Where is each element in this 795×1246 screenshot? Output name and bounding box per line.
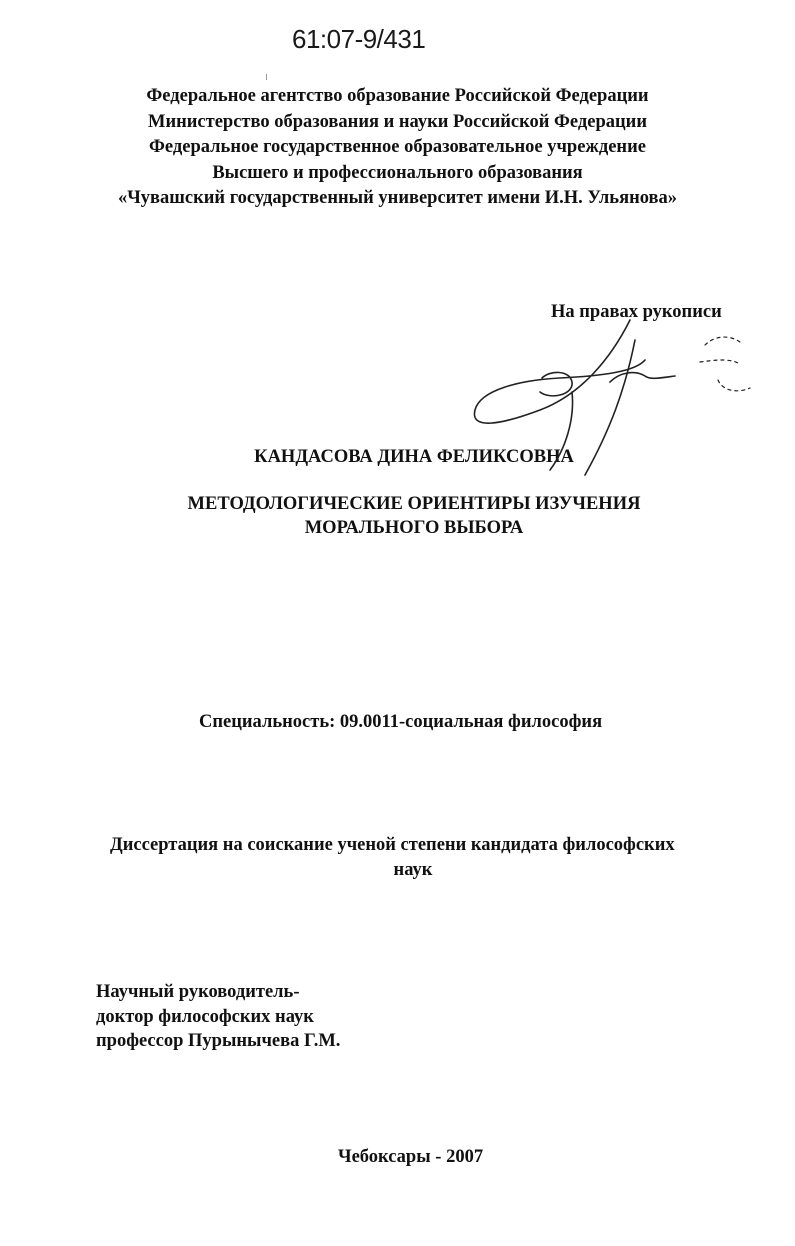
- supervisor-line-3: профессор Пурынычева Г.М.: [96, 1031, 341, 1051]
- organization-header: [0, 84, 795, 212]
- org-line-2: Министерство образования и науки Российской Федерации: [147, 111, 647, 132]
- signature-stroke: [585, 340, 635, 475]
- degree-line-2: наук: [393, 860, 433, 880]
- degree-statement: [110, 833, 716, 883]
- specialty: Специальность: 09.0011-социальная философия: [199, 712, 603, 732]
- degree-line-1: Диссертация на соискание ученой степени кандидата философских: [110, 835, 675, 855]
- supervisor-line-1: Научный руководитель-: [96, 982, 300, 1002]
- scan-mark: [266, 74, 267, 80]
- org-line-5: «Чувашский государственный университет имени И.Н. Ульянова»: [117, 188, 678, 208]
- title-line-1: МЕТОДОЛОГИЧЕСКИЕ ОРИЕНТИРЫ ИЗУЧЕНИЯ: [187, 494, 641, 514]
- place-year: Чебоксары - 2007: [338, 1147, 484, 1167]
- handwritten-signature: [460, 300, 760, 500]
- org-line-3: Федеральное государственное образовательное учреждение: [149, 137, 646, 157]
- supervisor-line-2: доктор философских наук: [96, 1006, 314, 1027]
- org-line-1: Федеральное агентство образование Российской Федерации: [146, 86, 649, 106]
- supervisor-block: [96, 980, 340, 1054]
- archive-code: 61:07-9/431: [292, 24, 426, 54]
- signature-stroke: [540, 372, 572, 395]
- org-line-4: Высшего и профессионального образования: [212, 162, 583, 183]
- author-name: КАНДАСОВА ДИНА ФЕЛИКСОВНА: [254, 447, 574, 467]
- manuscript-rights: На правах рукописи: [551, 302, 722, 322]
- signature-stroke: [700, 337, 750, 391]
- signature-stroke: [474, 320, 645, 423]
- signature-stroke: [610, 373, 675, 382]
- title-line-2: МОРАЛЬНОГО ВЫБОРА: [304, 518, 524, 538]
